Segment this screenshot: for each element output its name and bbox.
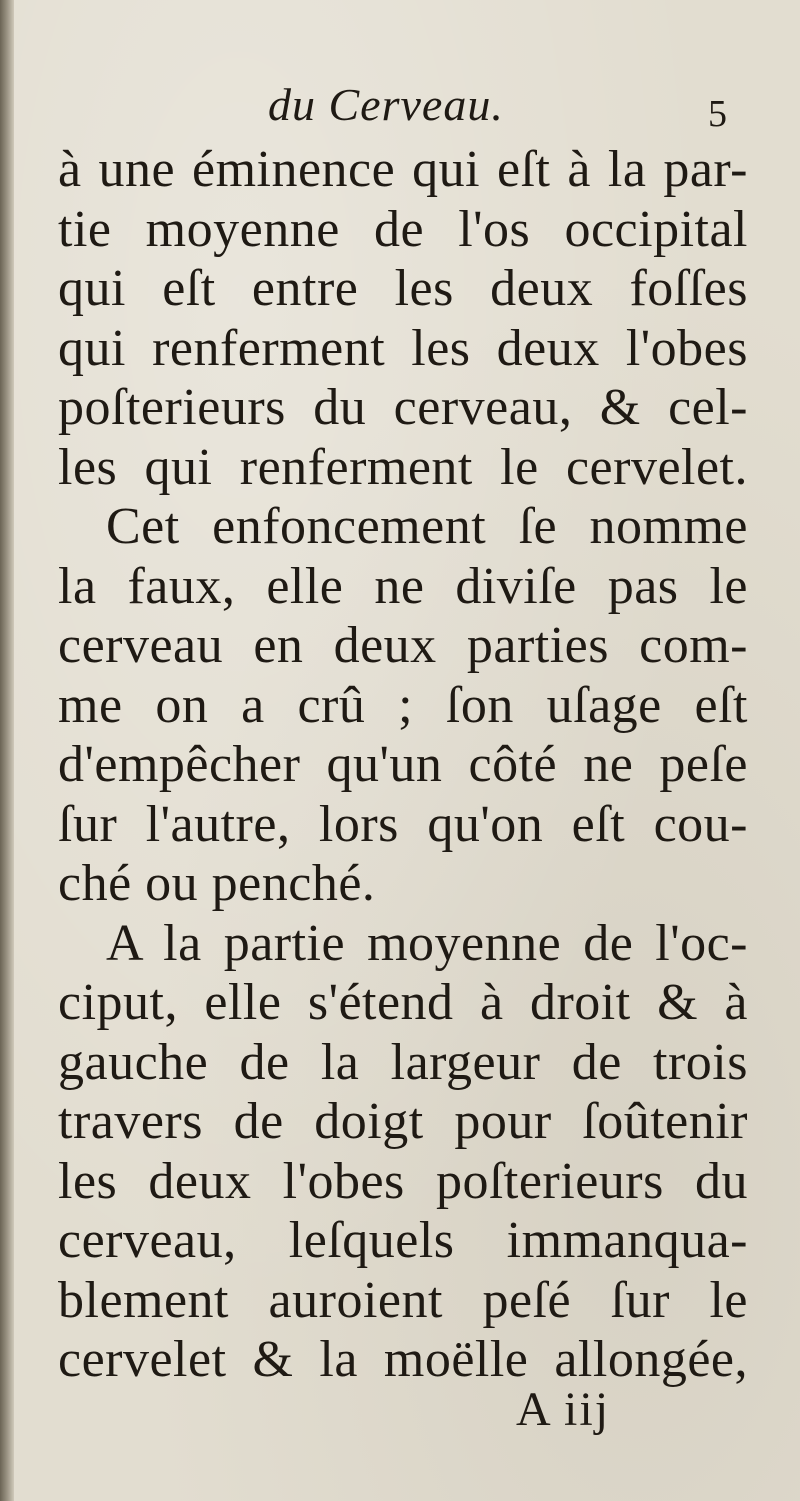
text-line: blement auroient peſé ſur le xyxy=(58,1271,748,1329)
text-line: me on a crû ; ſon uſage eſt xyxy=(58,676,748,734)
text-line: gauche de la largeur de trois xyxy=(58,1033,748,1091)
text-line: travers de doigt pour ſoûtenir xyxy=(58,1093,748,1150)
text-line: tie moyenne de l'os occipital xyxy=(58,200,748,258)
text-line: à une éminence qui eſt à la par- xyxy=(58,141,748,198)
text-line: qui renferment les deux l'obes xyxy=(58,319,748,377)
text-line: les qui renferment le cervelet. xyxy=(58,438,748,496)
text-line: ché ou penché. xyxy=(58,855,376,912)
text-line: cervelet & la moëlle allongée, xyxy=(58,1331,748,1388)
text-line: A la partie moyenne de l'oc- xyxy=(106,914,748,972)
text-line: cerveau en deux parties com- xyxy=(58,617,748,674)
page-number: 5 xyxy=(708,93,727,135)
text-line: qui eſt entre les deux foſſes xyxy=(58,260,748,317)
text-line: ſur l'autre, lors qu'on eſt cou- xyxy=(58,795,748,853)
body-text xyxy=(58,140,748,1390)
running-title: du Cerveau. xyxy=(268,79,504,130)
text-line: poſterieurs du cerveau, & cel- xyxy=(58,379,748,436)
text-line: ciput, elle s'étend à droit & à xyxy=(58,974,748,1031)
text-line: les deux l'obes poſterieurs du xyxy=(58,1152,748,1210)
page-binding-edge xyxy=(0,0,14,1501)
running-head xyxy=(0,78,800,138)
text-line: d'empêcher qu'un côté ne peſe xyxy=(58,736,748,793)
text-line: la faux, elle ne diviſe pas le xyxy=(58,557,748,615)
signature-mark: A iij xyxy=(516,1383,611,1436)
text-line: cerveau, leſquels immanqua- xyxy=(58,1212,748,1269)
text-line: Cet enfoncement ſe nomme xyxy=(106,498,748,555)
